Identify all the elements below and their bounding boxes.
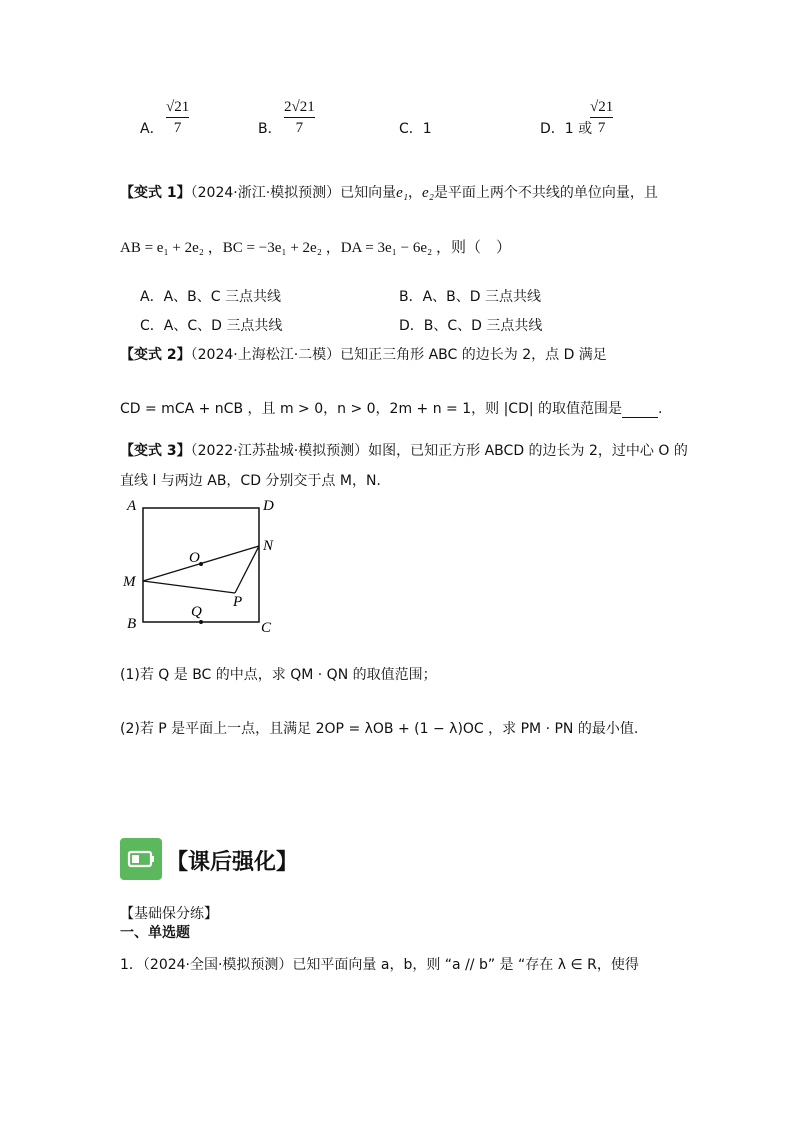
vector-e2: e₂ [422,185,434,201]
fraction-numerator: 2√21 [284,99,315,115]
label-a: A [127,498,137,514]
section-subtitle: 【基础保分练】 [120,906,218,922]
separator: ， [408,185,423,201]
question-1: 1．（2024·全国·模拟预测）已知平面向量 a，b，则 “a // b” 是 “存在 λ ∈ R，使得 [120,957,639,973]
fraction-denominator: 7 [597,120,606,136]
fraction-numerator: √21 [590,99,614,115]
variant-2-line1 [120,344,607,364]
fraction-numerator: √21 [166,99,190,115]
variant-1-option-d: D．B、C、D 三点共线 [399,318,543,334]
line-mp [143,581,235,593]
label-d: D [263,498,274,514]
variant-1-line1 [120,182,658,202]
fraction-denominator: 7 [173,120,182,136]
label-o: O [189,550,200,566]
variant-1-tag: 【变式 1】 [120,185,191,201]
section-title: 【课后强化】 [166,850,299,875]
point-q [199,620,203,624]
variant-1-source: （2024·浙江·模拟预测）已知向量 [190,185,397,201]
label-n: N [263,538,274,554]
option-b-label: B． [258,121,282,137]
variant-2-line2 [120,398,662,418]
fraction-bar [590,117,613,118]
variant-3-question-1: (1)若 Q 是 BC 的中点，求 QM · QN 的取值范围； [120,667,437,683]
variant-2-condition: CD = mCA + nCB ，且 m > 0，n > 0，2m + n = 1，则 |CD| 的取值范围是 [120,401,623,417]
period: . [658,401,663,417]
option-d [540,118,592,138]
fraction-denominator: 7 [295,120,304,136]
option-c: C．1 [399,121,432,137]
option-a-label: A． [140,121,164,137]
label-c: C [261,620,272,636]
vector-e1: e₁ [396,185,409,201]
option-a-fraction [166,98,189,137]
variant-2-text: （2024·上海松江·二模）已知正三角形 ABC 的边长为 2，点 D 满足 [190,347,607,363]
variant-3-text: （2022·江苏盐城·模拟预测）如图，已知正方形 ABCD 的边长为 2，过中心 O 的 [190,443,688,459]
fraction-bar [284,117,315,118]
label-m: M [123,574,136,590]
line-pn [235,546,259,593]
part-title: 一、单选题 [120,925,190,941]
variant-2-tag: 【变式 2】 [120,347,191,363]
label-p: P [233,594,243,610]
variant-1-tail: 是平面上两个不共线的单位向量，且 [433,185,658,201]
option-b [258,118,282,138]
variant-1-option-c: C．A、C、D 三点共线 [140,318,283,334]
option-d-label: D．1 或 [540,121,593,137]
option-a [140,118,164,138]
answer-blank [622,403,658,418]
variant-1-option-b: B．A、B、D 三点共线 [399,289,542,305]
option-d-fraction [590,98,613,137]
variant-1-option-a: A．A、B、C 三点共线 [140,289,281,305]
label-b: B [127,616,137,632]
variant-1-equation: AB = e₁ + 2e₂ ，BC = −3e₁ + 2e₂ ，DA = 3e₁ − 6e₂ ，则（ ） [120,240,511,256]
fraction-bar [166,117,189,118]
variant-3-tag: 【变式 3】 [120,443,191,459]
variant-3-question-2: (2)若 P 是平面上一点，且满足 2OP = λOB + (1 − λ)OC ，求 PM · PN 的最小值. [120,721,639,737]
label-q: Q [191,604,202,620]
battery-icon [120,838,162,880]
option-b-fraction [284,98,315,137]
variant-3-line1 [120,440,688,460]
square-figure [115,492,285,637]
variant-3-line2: 直线 l 与两边 AB，CD 分别交于点 M，N. [120,473,381,489]
